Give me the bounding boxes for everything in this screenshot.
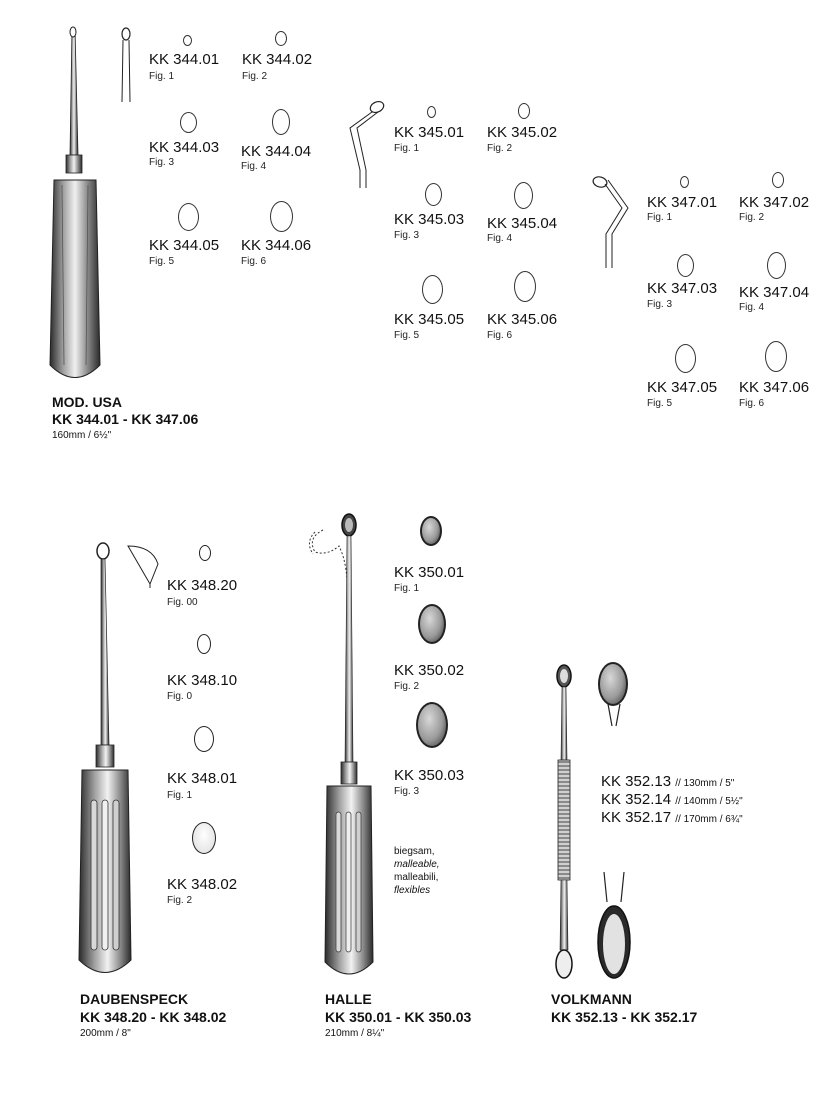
fig-347-04: Fig. 4 <box>739 302 765 313</box>
halle-range: KK 350.01 - KK 350.03 <box>325 1009 472 1025</box>
halle-malleable-note <box>394 845 440 897</box>
code-347-03: KK 347.03 <box>647 280 718 297</box>
fig-344-03: Fig. 3 <box>149 157 175 168</box>
cup-345-04-icon <box>514 182 533 209</box>
fig-344-02: Fig. 2 <box>242 71 268 82</box>
volkmann-size-1 <box>601 773 734 793</box>
fig-347-03: Fig. 3 <box>647 299 673 310</box>
size-352-14: // 140mm / 5½" <box>675 796 743 807</box>
fig-345-03: Fig. 3 <box>394 230 420 241</box>
cup-344-05-icon <box>178 203 199 231</box>
cup-347-02-icon <box>772 172 784 188</box>
code-352-17: KK 352.17 <box>601 809 672 826</box>
cup-348-10-icon <box>197 634 211 654</box>
usa-curette-illustration <box>40 20 110 385</box>
volkmann-range: KK 352.13 - KK 352.17 <box>551 1009 698 1025</box>
daubenspeck-name: DAUBENSPECK <box>80 991 189 1007</box>
code-348-20: KK 348.20 <box>167 577 238 594</box>
fig-347-06: Fig. 6 <box>739 398 765 409</box>
code-345-02: KK 345.02 <box>487 124 558 141</box>
cup-347-03-icon <box>677 254 694 277</box>
code-344-05: KK 344.05 <box>149 237 220 254</box>
code-347-04: KK 347.04 <box>739 284 810 301</box>
fig-348-02: Fig. 2 <box>167 895 193 906</box>
code-345-06: KK 345.06 <box>487 311 558 328</box>
cup-344-03-icon <box>180 112 197 133</box>
fig-344-05: Fig. 5 <box>149 256 175 267</box>
daubenspeck-tip-profile <box>126 544 162 590</box>
cup-344-02-icon <box>275 31 287 46</box>
size-352-17: // 170mm / 6¾" <box>675 814 743 825</box>
code-344-02: KK 344.02 <box>242 51 313 68</box>
halle-length: 210mm / 8¼" <box>325 1028 385 1039</box>
fig-345-01: Fig. 1 <box>394 143 420 154</box>
cup-347-04-icon <box>767 252 786 279</box>
tip-347-curved-detail <box>592 172 640 270</box>
code-345-04: KK 345.04 <box>487 215 558 232</box>
fig-348-20: Fig. 00 <box>167 597 198 608</box>
volkmann-spoon-detail <box>594 872 634 982</box>
daubenspeck-range: KK 348.20 - KK 348.02 <box>80 1009 227 1025</box>
cup-350-01-icon <box>420 516 442 546</box>
cup-347-06-icon <box>765 341 787 372</box>
fig-350-03: Fig. 3 <box>394 786 420 797</box>
code-347-05: KK 347.05 <box>647 379 718 396</box>
cup-347-01-icon <box>680 176 689 188</box>
note-malleabili: malleabili, <box>394 872 439 883</box>
note-biegsam: biegsam, <box>394 846 435 857</box>
code-348-02: KK 348.02 <box>167 876 238 893</box>
code-348-10: KK 348.10 <box>167 672 238 689</box>
code-347-06: KK 347.06 <box>739 379 810 396</box>
usa-length: 160mm / 6½" <box>52 430 112 441</box>
code-344-03: KK 344.03 <box>149 139 220 156</box>
code-344-06: KK 344.06 <box>241 237 312 254</box>
code-344-01: KK 344.01 <box>149 51 220 68</box>
cup-344-04-icon <box>272 109 290 135</box>
fig-344-04: Fig. 4 <box>241 161 267 172</box>
fig-350-01: Fig. 1 <box>394 583 420 594</box>
code-345-01: KK 345.01 <box>394 124 465 141</box>
usa-range: KK 344.01 - KK 347.06 <box>52 411 199 427</box>
volkmann-cup-large-icon <box>598 662 628 706</box>
code-350-01: KK 350.01 <box>394 564 465 581</box>
note-flexibles: flexibles <box>394 885 431 896</box>
daubenspeck-length: 200mm / 8" <box>80 1028 131 1039</box>
fig-344-01: Fig. 1 <box>149 71 175 82</box>
daubenspeck-curette-illustration <box>74 540 136 980</box>
cup-348-02-icon <box>192 822 216 854</box>
code-344-04: KK 344.04 <box>241 143 312 160</box>
volkmann-size-2 <box>601 791 743 811</box>
volkmann-cup-neck <box>606 704 622 728</box>
code-350-03: KK 350.03 <box>394 767 465 784</box>
code-347-01: KK 347.01 <box>647 194 718 211</box>
usa-tip-detail <box>118 26 134 104</box>
cup-350-02-icon <box>418 604 446 644</box>
cup-345-03-icon <box>425 183 442 206</box>
fig-345-06: Fig. 6 <box>487 330 513 341</box>
cup-348-20-icon <box>199 545 211 561</box>
cup-348-01-icon <box>194 726 214 752</box>
fig-348-01: Fig. 1 <box>167 790 193 801</box>
volkmann-name: VOLKMANN <box>551 991 632 1007</box>
halle-name: HALLE <box>325 991 372 1007</box>
cup-345-05-icon <box>422 275 443 304</box>
fig-344-06: Fig. 6 <box>241 256 267 267</box>
code-350-02: KK 350.02 <box>394 662 465 679</box>
cup-345-02-icon <box>518 103 530 119</box>
fig-347-02: Fig. 2 <box>739 212 765 223</box>
code-345-05: KK 345.05 <box>394 311 465 328</box>
code-347-02: KK 347.02 <box>739 194 810 211</box>
size-352-13: // 130mm / 5" <box>675 778 735 789</box>
cup-344-01-icon <box>183 35 192 46</box>
volkmann-size-3 <box>601 809 743 829</box>
code-345-03: KK 345.03 <box>394 211 465 228</box>
code-352-13: KK 352.13 <box>601 773 672 790</box>
code-352-14: KK 352.14 <box>601 791 672 808</box>
cup-345-06-icon <box>514 271 536 302</box>
fig-350-02: Fig. 2 <box>394 681 420 692</box>
fig-347-05: Fig. 5 <box>647 398 673 409</box>
code-348-01: KK 348.01 <box>167 770 238 787</box>
cup-345-01-icon <box>427 106 436 118</box>
cup-347-05-icon <box>675 344 696 373</box>
fig-348-10: Fig. 0 <box>167 691 193 702</box>
fig-345-04: Fig. 4 <box>487 233 513 244</box>
cup-350-03-icon <box>416 702 448 748</box>
cup-344-06-icon <box>270 201 293 232</box>
note-malleable: malleable, <box>394 859 440 870</box>
fig-345-02: Fig. 2 <box>487 143 513 154</box>
halle-curette-illustration <box>305 512 377 982</box>
fig-345-05: Fig. 5 <box>394 330 420 341</box>
fig-347-01: Fig. 1 <box>647 212 673 223</box>
tip-345-curved-detail <box>344 98 392 190</box>
volkmann-curette-illustration <box>548 660 584 982</box>
usa-name: MOD. USA <box>52 394 122 410</box>
